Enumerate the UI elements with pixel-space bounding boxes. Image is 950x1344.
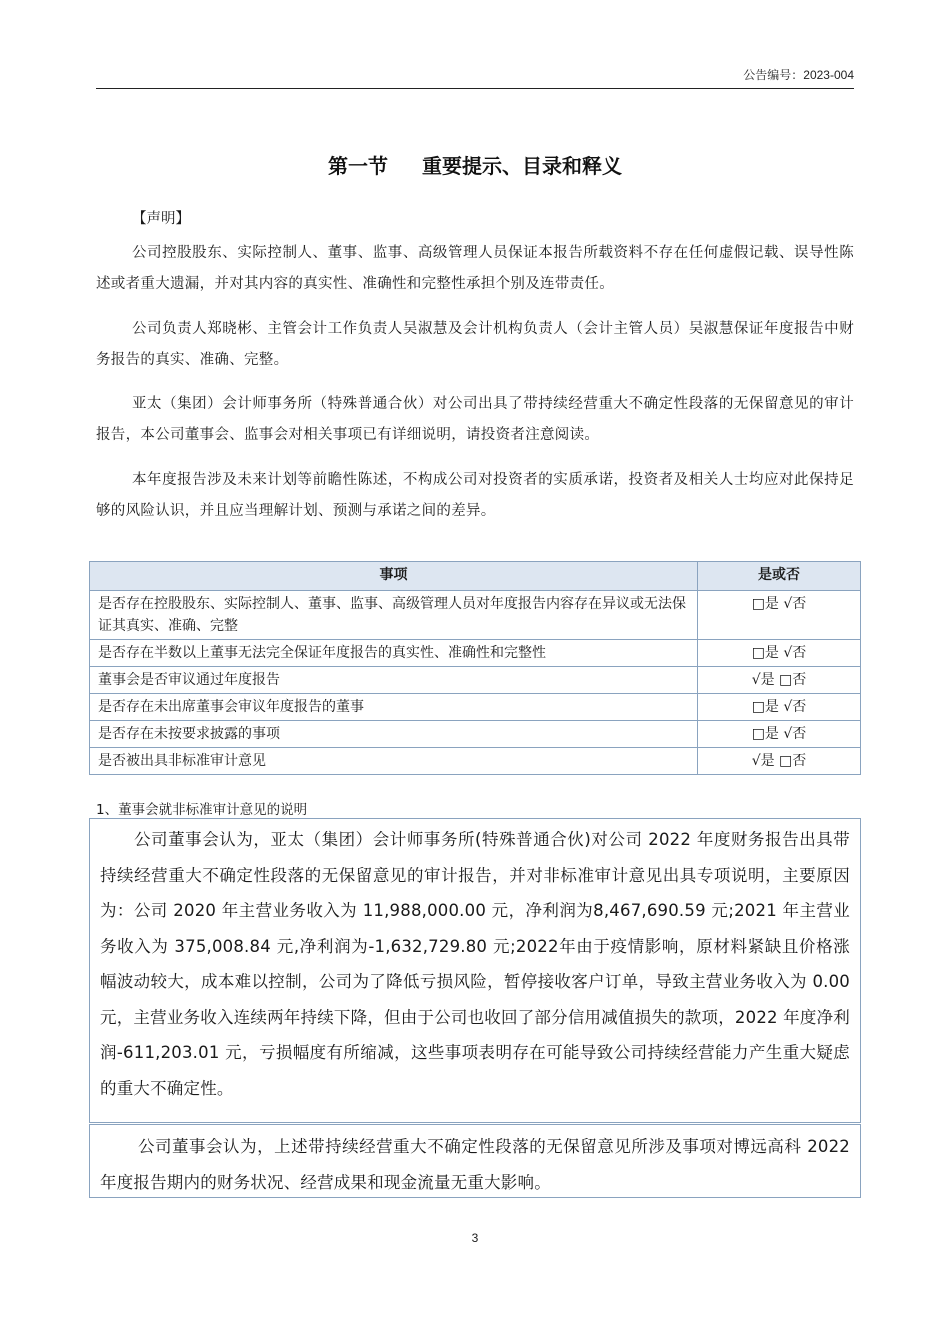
declaration-paragraph: 公司负责人郑晓彬、主管会计工作负责人吴淑慧及会计机构负责人（会计主管人员）吴淑慧保证年度报告中财务报告的真实、准确、完整。 bbox=[96, 321, 854, 368]
item-cell: 是否存在未出席董事会审议年度报告的董事 bbox=[90, 694, 698, 721]
column-header-answer: 是或否 bbox=[698, 562, 861, 591]
section-title bbox=[0, 150, 950, 179]
board-opinion-box bbox=[89, 1124, 861, 1198]
item-cell: 董事会是否审议通过年度报告 bbox=[90, 667, 698, 694]
announcement-number: 公告编号：2023-004 bbox=[743, 68, 854, 82]
board-opinion-text: 公司董事会认为，上述带持续经营重大不确定性段落的无保留意见所涉及事项对博远高科 2022 年度报告期内的财务状况、经营成果和现金流量无重大影响。 bbox=[100, 1137, 850, 1192]
section-heading: 重要提示、目录和释义 bbox=[422, 154, 622, 178]
board-explanation-text: 公司董事会认为，亚太（集团）会计师事务所(特殊普通合伙)对公司 2022 年度财务报告出具带持续经营重大不确定性段落的无保留意见的审计报告，并对非标准审计意见出具专项说明，主要原因为：公司 2020 年主营业务收入为 11,988,000.00 元，净利润为8,467,690.59 元;2021 年主营业务收入为 375,008.84 元,净利润为-1,632,729.80 元;2022年由于疫情影响，原材料紧缺且价格涨幅波动较大，成本难以控制，公司为了降低亏损风险，暂停接收客户订单，导致主营业务收入为 0.00 元，主营业务收入连续两年持续下降，但由于公司也收回了部分信用减值损失的款项，2022 年度净利润-611,203.01 元，亏损幅度有所缩减，这些事项表明存在可能导致公司持续经营能力产生重大疑虑的重大不确定性。 bbox=[100, 830, 850, 1098]
declaration-paragraph: 公司控股股东、实际控制人、董事、监事、高级管理人员保证本报告所载资料不存在任何虚假记载、误导性陈述或者重大遗漏，并对其内容的真实性、准确性和完整性承担个别及连带责任。 bbox=[96, 245, 854, 292]
page-number: 3 bbox=[471, 1231, 479, 1245]
answer-cell: □是 √否 bbox=[698, 694, 861, 721]
header-divider bbox=[96, 88, 854, 89]
column-header-item: 事项 bbox=[90, 562, 698, 591]
table-row bbox=[90, 591, 861, 640]
table-header-row bbox=[90, 562, 861, 591]
item-cell: 是否被出具非标准审计意见 bbox=[90, 748, 698, 775]
table-row bbox=[90, 667, 861, 694]
item-cell: 是否存在未按要求披露的事项 bbox=[90, 721, 698, 748]
declaration-paragraph: 本年度报告涉及未来计划等前瞻性陈述，不构成公司对投资者的实质承诺，投资者及相关人士均应对此保持足够的风险认识，并且应当理解计划、预测与承诺之间的差异。 bbox=[96, 472, 854, 519]
answer-cell: □是 √否 bbox=[698, 591, 861, 640]
answer-cell: √是 □否 bbox=[698, 667, 861, 694]
table-row bbox=[90, 721, 861, 748]
table-row bbox=[90, 748, 861, 775]
item-cell: 是否存在控股股东、实际控制人、董事、监事、高级管理人员对年度报告内容存在异议或无法保证其真实、准确、完整 bbox=[90, 591, 698, 640]
answer-cell: √是 □否 bbox=[698, 748, 861, 775]
declaration-paragraph: 亚太（集团）会计师事务所（特殊普通合伙）对公司出具了带持续经营重大不确定性段落的无保留意见的审计报告，本公司董事会、监事会对相关事项已有详细说明，请投资者注意阅读。 bbox=[96, 396, 854, 443]
answer-cell: □是 √否 bbox=[698, 640, 861, 667]
table-row bbox=[90, 694, 861, 721]
answer-cell: □是 √否 bbox=[698, 721, 861, 748]
declaration-label: 【声明】 bbox=[132, 211, 190, 227]
note-title: 1、董事会就非标准审计意见的说明 bbox=[96, 802, 308, 818]
confirmation-table bbox=[89, 561, 861, 775]
board-explanation-box bbox=[89, 818, 861, 1123]
section-number: 第一节 bbox=[328, 154, 388, 178]
item-cell: 是否存在半数以上董事无法完全保证年度报告的真实性、准确性和完整性 bbox=[90, 640, 698, 667]
table-row bbox=[90, 640, 861, 667]
